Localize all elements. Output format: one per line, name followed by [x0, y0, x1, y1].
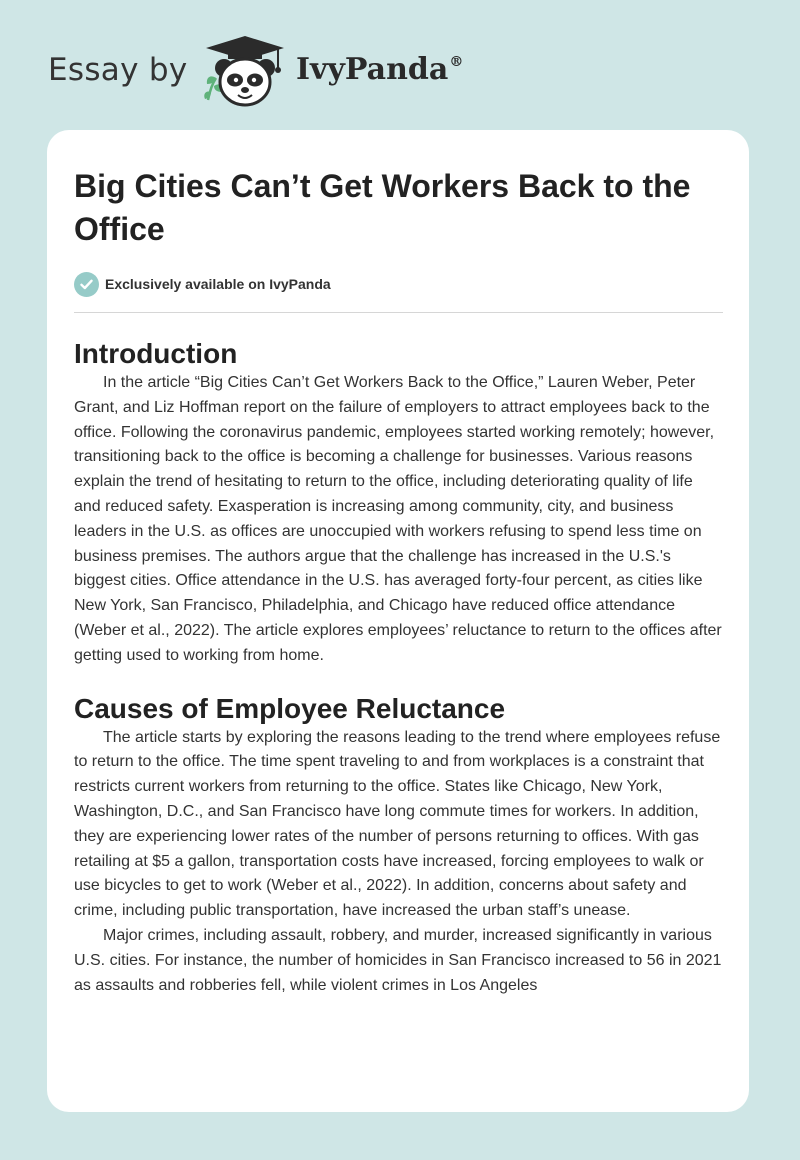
brand-name-text: IvyPanda	[296, 52, 449, 87]
check-circle-icon	[74, 272, 99, 297]
paragraph: The article starts by exploring the reasons leading to the trend where employees refuse to return to the office. The time spent traveling to and from workplaces is a constraint that restricts current workers from returning to the office. States like Chicago, New York, Washington, D.C., and San Francisco have long commute times for workers. In addition, they are experiencing lower rates of the number of persons returning to offices. With gas retailing at $5 a gallon, transportation costs have increased, forcing employees to walk or use bicycles to get to work (Weber et al., 2022). In addition, concerns about safety and crime, including public transportation, have increased the urban staff’s unease.	[74, 728, 721, 920]
essay-card	[47, 130, 749, 1112]
essay-title: Big Cities Can’t Get Workers Back to the Office	[74, 168, 691, 247]
paragraph: In the article “Big Cities Can’t Get Workers Back to the Office,” Lauren Weber, Peter Grant, and Liz Hoffman report on the failure of employers to attract employees back to the office. Following the coronavirus pandemic, employees started working remotely; however, transitioning back to the office is becoming a challenge for businesses. Various reasons explain the trend of hesitating to return to the office, including deteriorating quality of life and reduced safety. Exasperation is increasing among community, city, and business leaders in the U.S. as offices are unoccupied with workers refusing to spend less time on business premises. The authors argue that the challenge has increased in the U.S.'s biggest cities. Office attendance in the U.S. has averaged forty-four percent, as cities like New York, San Francisco, Philadelphia, and Chicago have reduced office attendance (Weber et al., 2022). The article explores employees’ reluctance to return to the offices after getting used to working from home.	[74, 374, 722, 664]
title-divider	[74, 312, 723, 313]
registered-mark: ®	[449, 54, 464, 70]
section-heading-introduction: Introduction	[74, 338, 238, 369]
section-heading-causes: Causes of Employee Reluctance	[74, 692, 506, 724]
exclusive-text: Exclusively available on IvyPanda	[105, 276, 331, 292]
exclusive-badge	[74, 271, 723, 297]
brand-header	[48, 30, 508, 110]
panda-graduate-icon	[200, 34, 290, 108]
brand-name	[296, 52, 463, 87]
paragraph: Major crimes, including assault, robbery, and murder, increased significantly in various U.S. cities. For instance, the number of homicides in San Francisco increased to 56 in 2021 as assaults and robberies fell, while violent crimes in Los Angeles	[74, 926, 722, 994]
brand-prefix: Essay by	[48, 52, 188, 88]
